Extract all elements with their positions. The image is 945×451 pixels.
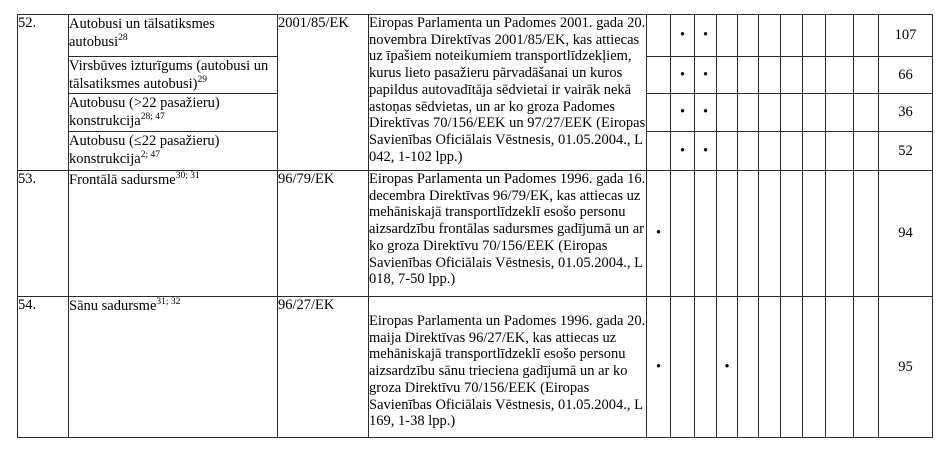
subject-label: Frontālā sadursme bbox=[69, 172, 176, 188]
mark-cell: • bbox=[695, 132, 717, 171]
subject-superscript: 28 bbox=[118, 33, 128, 44]
mark-cell: • bbox=[671, 132, 695, 171]
mark-cell bbox=[738, 15, 759, 57]
mark-cell bbox=[826, 297, 854, 438]
mark-cell bbox=[803, 94, 826, 132]
mark-cell bbox=[759, 94, 781, 132]
mark-cell bbox=[854, 132, 879, 171]
mark-cell: • bbox=[717, 297, 738, 438]
mark-cell bbox=[854, 171, 879, 297]
mark-cell bbox=[854, 297, 879, 438]
mark-cell bbox=[717, 171, 738, 297]
count-cell: 94 bbox=[879, 171, 933, 297]
subject-cell bbox=[69, 132, 278, 171]
subject-superscript: 29 bbox=[197, 75, 207, 86]
table-row bbox=[18, 297, 933, 438]
subject-label: Autobusi un tālsatiksmes autobusi bbox=[69, 16, 215, 50]
subject-superscript: 2; 47 bbox=[140, 150, 160, 161]
mark-cell bbox=[717, 15, 738, 57]
description-cell: Eiropas Parlamenta un Padomes 2001. gada 20. novembra Direktīvas 2001/85/EK, kas attiecas uz īpašiem noteikumiem transportlīdzekļiem, kurus lieto pasažieru pārvadāšanai un kuros papildus autovadītāja sēdvietai ir vairāk nekā astoņas sēdvietas, un ar ko groza Padomes Direktīvas 70/156/EEK un 97/27/EEK (Eiropas Savienības Oficiālais Vēstnesis, 01.05.2004., L 042, 1-102 lpp.) bbox=[369, 15, 647, 171]
mark-cell: • bbox=[671, 57, 695, 94]
subject-cell bbox=[69, 57, 278, 94]
mark-cell bbox=[781, 94, 803, 132]
mark-cell bbox=[671, 297, 695, 438]
mark-cell bbox=[781, 297, 803, 438]
directive-cell: 96/27/EK bbox=[278, 297, 369, 438]
mark-cell bbox=[695, 297, 717, 438]
subject-cell bbox=[69, 171, 278, 297]
mark-cell: • bbox=[671, 15, 695, 57]
description-cell: Eiropas Parlamenta un Padomes 1996. gada 20. maija Direktīvas 96/27/EK, kas attiecas uz mehāniskajā transportlīdzeklī esošo personu aizsardzību sānu trieciena gadījumā un ar ko groza Direktīvu 70/156/EEK (Eiropas Savienības Oficiālais Vēstnesis, 01.05.2004., L 169, 1-38 lpp.) bbox=[369, 297, 647, 438]
subject-label: Autobusu (>22 pasažieru) konstrukcija bbox=[69, 95, 220, 129]
subject-label: Virsbūves izturīgums (autobusi un tālsatiksmes autobusi) bbox=[69, 58, 269, 92]
subject-superscript: 31; 32 bbox=[156, 297, 181, 308]
subject-cell bbox=[69, 15, 278, 57]
mark-cell: • bbox=[695, 57, 717, 94]
mark-cell bbox=[647, 15, 671, 57]
mark-cell bbox=[781, 171, 803, 297]
table-row bbox=[18, 15, 933, 57]
mark-cell bbox=[826, 15, 854, 57]
row-number-cell: 53. bbox=[18, 171, 69, 297]
mark-cell bbox=[826, 94, 854, 132]
mark-cell bbox=[803, 297, 826, 438]
mark-cell: • bbox=[647, 171, 671, 297]
mark-cell bbox=[826, 132, 854, 171]
subject-cell bbox=[69, 297, 278, 438]
description-cell: Eiropas Parlamenta un Padomes 1996. gada 16. decembra Direktīvas 96/79/EK, kas attiecas uz mehāniskajā transportlīdzeklī esošo personu aizsardzību frontālas sadursmes gadījumā un ar ko groza Direktīvu 70/156/EEK (Eiropas Savienības Oficiālais Vēstnesis, 01.05.2004., L 018, 7-50 lpp.) bbox=[369, 171, 647, 297]
mark-cell bbox=[854, 94, 879, 132]
count-cell: 36 bbox=[879, 94, 933, 132]
mark-cell: • bbox=[647, 297, 671, 438]
mark-cell bbox=[854, 15, 879, 57]
mark-cell bbox=[738, 297, 759, 438]
subject-label: Sānu sadursme bbox=[69, 298, 157, 314]
mark-cell bbox=[759, 57, 781, 94]
mark-cell bbox=[695, 171, 717, 297]
mark-cell: • bbox=[695, 94, 717, 132]
mark-cell bbox=[717, 94, 738, 132]
mark-cell bbox=[738, 57, 759, 94]
mark-cell bbox=[803, 132, 826, 171]
mark-cell bbox=[803, 57, 826, 94]
mark-cell bbox=[671, 171, 695, 297]
mark-cell bbox=[759, 132, 781, 171]
mark-cell bbox=[647, 94, 671, 132]
directive-cell: 96/79/EK bbox=[278, 171, 369, 297]
mark-cell bbox=[781, 15, 803, 57]
directive-cell: 2001/85/EK bbox=[278, 15, 369, 171]
mark-cell bbox=[717, 57, 738, 94]
mark-cell bbox=[759, 297, 781, 438]
mark-cell bbox=[759, 15, 781, 57]
mark-cell bbox=[781, 57, 803, 94]
mark-cell bbox=[803, 171, 826, 297]
mark-cell bbox=[738, 132, 759, 171]
mark-cell bbox=[647, 57, 671, 94]
mark-cell bbox=[647, 132, 671, 171]
mark-cell bbox=[717, 132, 738, 171]
mark-cell bbox=[738, 171, 759, 297]
mark-cell bbox=[759, 171, 781, 297]
subject-superscript: 30; 31 bbox=[175, 171, 200, 182]
mark-cell bbox=[738, 94, 759, 132]
row-number-cell: 52. bbox=[18, 15, 69, 171]
count-cell: 95 bbox=[879, 297, 933, 438]
subject-superscript: 28; 47 bbox=[140, 112, 165, 123]
mark-cell bbox=[826, 171, 854, 297]
row-number-cell: 54. bbox=[18, 297, 69, 438]
mark-cell bbox=[826, 57, 854, 94]
mark-cell: • bbox=[695, 15, 717, 57]
subject-cell bbox=[69, 94, 278, 132]
count-cell: 66 bbox=[879, 57, 933, 94]
mark-cell: • bbox=[671, 94, 695, 132]
table-row bbox=[18, 171, 933, 297]
count-cell: 52 bbox=[879, 132, 933, 171]
directives-table bbox=[17, 14, 933, 438]
mark-cell bbox=[781, 132, 803, 171]
subject-label: Autobusu (≤22 pasažieru) konstrukcija bbox=[69, 133, 220, 167]
count-cell: 107 bbox=[879, 15, 933, 57]
mark-cell bbox=[803, 15, 826, 57]
mark-cell bbox=[854, 57, 879, 94]
